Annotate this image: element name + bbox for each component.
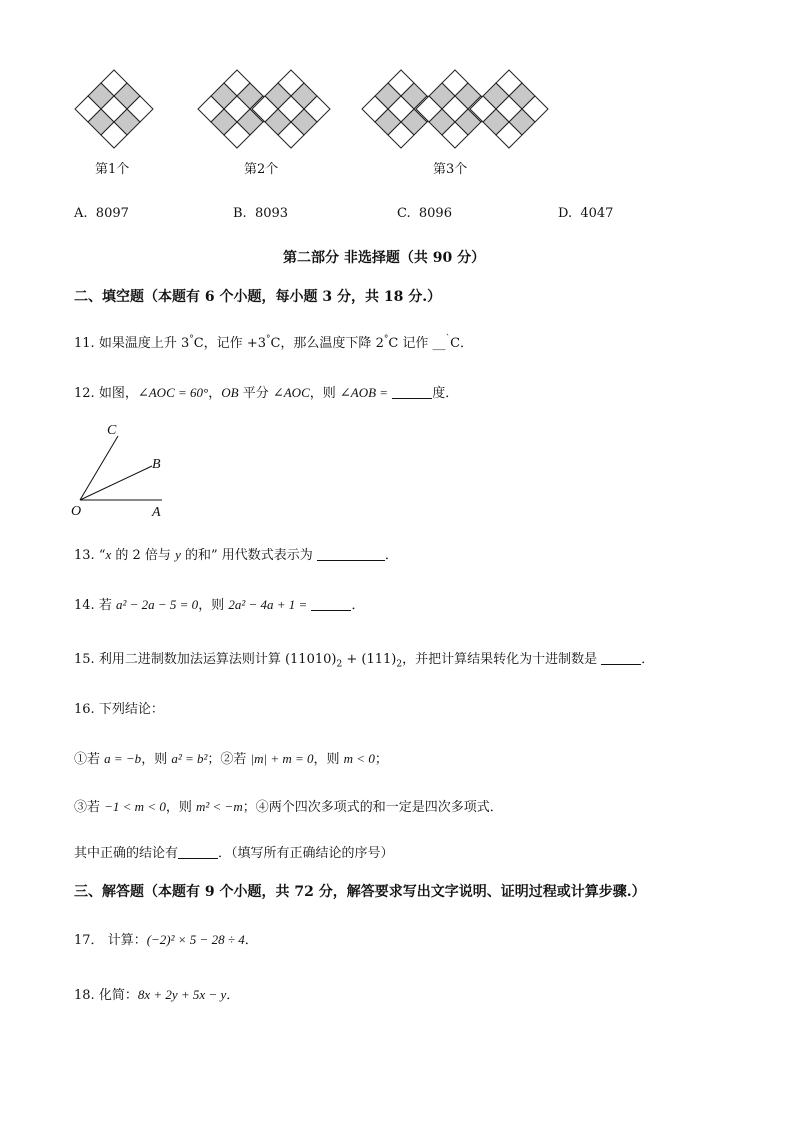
option-b bbox=[233, 206, 288, 221]
question-number: 16. bbox=[74, 702, 95, 717]
question-number: 17． bbox=[74, 933, 104, 948]
answer-blank bbox=[392, 386, 432, 399]
question-17: 17． 计算：(−2)² × 5 − 28 ÷ 4． bbox=[74, 932, 258, 948]
degree-mark: ° bbox=[265, 334, 271, 345]
question-13: 13. “x 的 2 倍与 y 的和” 用代数式表示为 ． bbox=[74, 547, 398, 563]
question-number: 18. bbox=[74, 988, 95, 1003]
figure-caption-1: 第1个 bbox=[95, 162, 130, 177]
part2-title: 第二部分 非选择题（共 90 分） bbox=[283, 250, 486, 266]
math-expr: ∠AOB = bbox=[339, 385, 389, 400]
option-value: 8096 bbox=[418, 206, 452, 221]
math-expr: |m| + m = 0 bbox=[250, 751, 314, 766]
math-expr: −1 < m < 0 bbox=[104, 799, 166, 814]
label-o: O bbox=[71, 504, 82, 518]
option-value: 8093 bbox=[254, 206, 289, 221]
option-a bbox=[74, 206, 129, 221]
section3-title: 三、解答题（本题有 9 个小题，共 72 分，解答要求写出文字说明、证明过程或计算步骤.） bbox=[74, 884, 646, 900]
label-b: B bbox=[152, 457, 161, 472]
label-a: A bbox=[152, 505, 161, 518]
math-expr: a² = b² bbox=[171, 751, 208, 766]
math-expr: (−2)² × 5 − 28 ÷ 4 bbox=[146, 932, 245, 947]
option-value: 8097 bbox=[95, 206, 129, 221]
binary-number: (111) bbox=[361, 652, 397, 667]
math-expr: ∠AOC = 60° bbox=[137, 385, 209, 400]
degree-mark: ° bbox=[189, 334, 194, 345]
question-number: 12. bbox=[74, 386, 95, 401]
question-14: 14. 若 a² − 2a − 5 = 0，则 2a² − 4a + 1 = ． bbox=[74, 597, 365, 613]
question-11: 11. 如果温度上升 3°C，记作 +3°C，那么温度下降 2°C 记作 __`C． bbox=[74, 334, 474, 351]
question-18: 18. 化简：8x + 2y + 5x − y． bbox=[74, 987, 240, 1003]
question-16: 16. 下列结论： bbox=[74, 702, 164, 717]
question-16-line-3: 其中正确的结论有 ．（填写所有正确结论的序号） bbox=[74, 846, 394, 861]
angle-figure bbox=[66, 418, 176, 518]
figure-caption-2: 第2个 bbox=[244, 162, 279, 177]
pattern-figures bbox=[0, 0, 794, 200]
math-expr: ∠AOC bbox=[272, 385, 310, 400]
question-number: 11. bbox=[74, 336, 95, 351]
degree-mark: ` bbox=[445, 334, 451, 345]
degree-mark: ° bbox=[383, 334, 389, 345]
angle-svg bbox=[66, 418, 176, 518]
option-d bbox=[558, 206, 613, 221]
ray-ob bbox=[80, 466, 152, 500]
math-expr: m² < −m bbox=[196, 799, 243, 814]
question-16-line-1: ①若 a = −b，则 a² = b²；②若 |m| + m = 0，则 m < 0； bbox=[74, 751, 388, 767]
math-var: x bbox=[105, 547, 112, 562]
question-number: 14. bbox=[74, 598, 95, 613]
base-subscript: 2 bbox=[396, 659, 403, 670]
math-var: OB bbox=[221, 385, 239, 400]
option-letter: B. bbox=[233, 206, 247, 221]
base-subscript: 2 bbox=[336, 659, 343, 670]
pattern-svg bbox=[0, 0, 794, 160]
question-16-line-2: ③若 −1 < m < 0，则 m² < −m；④两个四次多项式的和一定是四次多项式． bbox=[74, 799, 503, 815]
section2-title: 二、填空题（本题有 6 个小题，每小题 3 分，共 18 分.） bbox=[74, 289, 442, 305]
answer-blank bbox=[311, 598, 351, 611]
option-letter: D. bbox=[558, 206, 573, 221]
math-expr: m < 0 bbox=[343, 751, 375, 766]
label-c: C bbox=[107, 423, 117, 438]
binary-number: (11010) bbox=[284, 652, 337, 667]
math-expr: 2a² − 4a + 1 = bbox=[228, 597, 308, 612]
question-number: 13. bbox=[74, 548, 95, 563]
answer-blank bbox=[178, 846, 218, 859]
question-number: 15. bbox=[74, 652, 95, 667]
option-value: 4047 bbox=[580, 206, 614, 221]
question-12: 12. 如图，∠AOC = 60°，OB 平分 ∠AOC，则 ∠AOB = 度． bbox=[74, 385, 459, 401]
option-letter: C. bbox=[397, 206, 411, 221]
math-expr: a = −b bbox=[104, 751, 142, 766]
math-expr: a² − 2a − 5 = 0 bbox=[115, 597, 199, 612]
option-letter: A. bbox=[74, 206, 88, 221]
ray-oc bbox=[80, 436, 118, 500]
question-15: 15. 利用二进制数加法运算法则计算 $(11010)_2 + (111)_2$，并把计算结果转化为十进制数是 ． bbox=[74, 652, 655, 670]
figure-caption-3: 第3个 bbox=[433, 162, 468, 177]
answer-blank bbox=[317, 548, 385, 561]
math-var: y bbox=[175, 547, 181, 562]
math-expr: 8x + 2y + 5x − y bbox=[137, 987, 227, 1002]
answer-blank bbox=[601, 652, 641, 665]
option-c bbox=[397, 206, 452, 221]
